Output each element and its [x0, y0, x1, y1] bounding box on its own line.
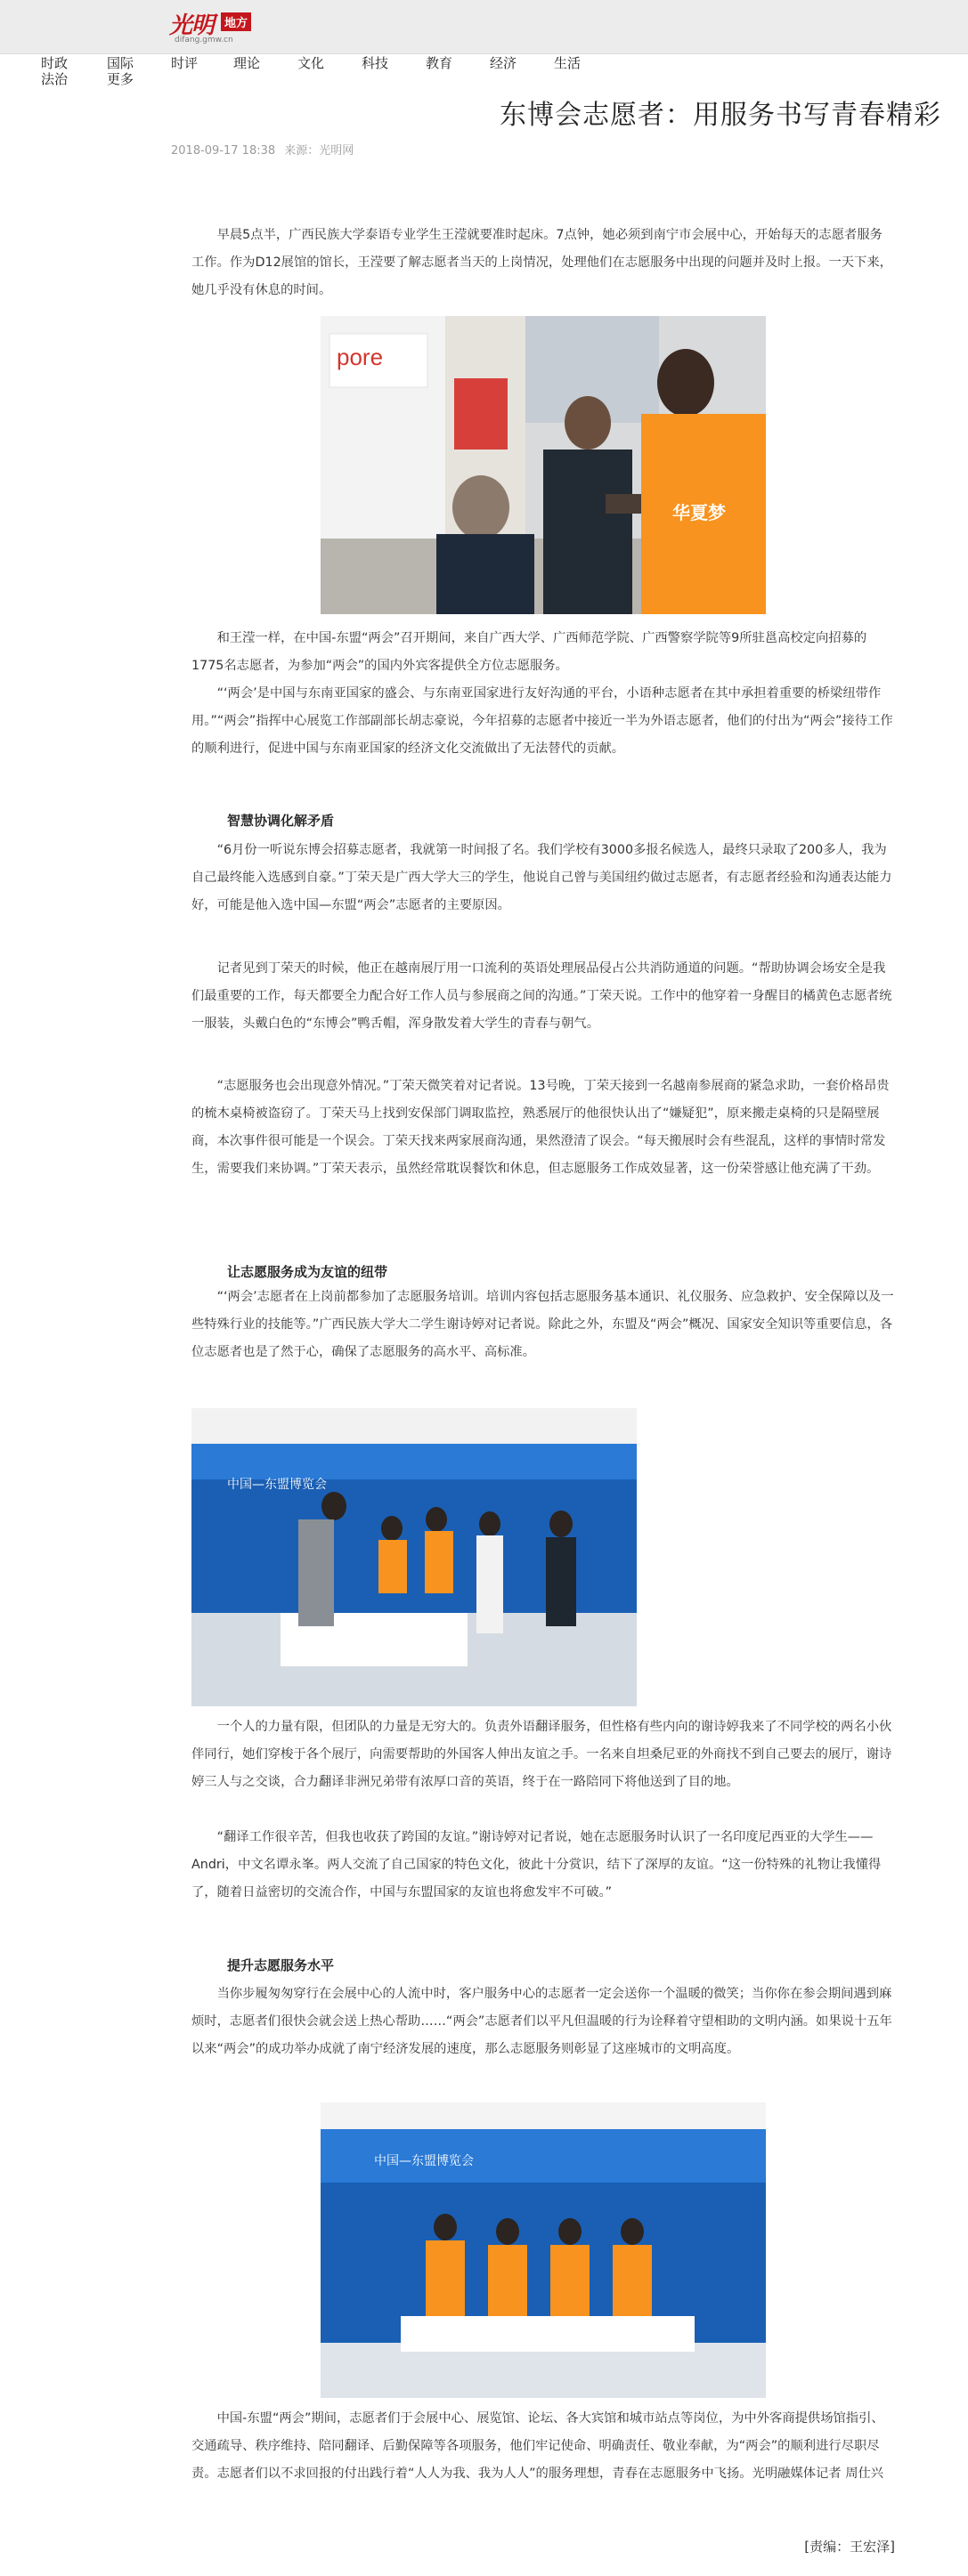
photo-volunteer-helping [321, 316, 766, 614]
nav-item-culture[interactable]: 文化 [297, 55, 325, 71]
logo-brand-text: 光明 [169, 12, 215, 39]
editor-credit: [责编：王宏泽] [804, 2539, 895, 2555]
article-title: 东博会志愿者：用服务书写青春精彩 [500, 100, 941, 131]
photo-volunteer-group [321, 2102, 766, 2398]
nav-item-law[interactable]: 法治 [41, 71, 69, 87]
photo3-banner-text: 中国—东盟博览会 [374, 2154, 474, 2168]
paragraph: “志愿服务也会出现意外情况。”丁荣天微笑着对记者说。13号晚，丁荣天接到一名越南参展商的紧急求助，一套价格昂贵的梳木桌椅被盗窃了。丁荣天马上找到安保部门调取监控，熟悉展厅的他很快认出了“嫌疑犯”，原来搬走桌椅的只是隔壁展商，本次事件很可能是一个误会。丁荣天找来两家展商沟通，果然澄清了误会。“每天搬展时会有些混乱，这样的事情时常发生，需要我们来协调。”丁荣天表示，虽然经常耽误餐饮和休息，但志愿服务工作成效显著，这一份荣誉感让他充满了干劲。 [191, 1079, 890, 1176]
section-heading: 智慧协调化解矛盾 [227, 813, 335, 829]
top-bar [0, 0, 968, 54]
paragraph: 中国-东盟“两会”期间，志愿者们于会展中心、展览馆、论坛、各大宾馆和城市站点等岗位，为中外客商提供场馆指引、交通疏导、秩序维持、陪同翻译、后勤保障等各项服务，他们牢记使命、明确责任、敬业奉献，为“两会”的顺利进行尽职尽责。志愿者们以不求回报的付出践行着“人人为我、我为人人”的服务理想，青春在志愿服务中飞扬。光明融媒体记者 周仕兴 [191, 2411, 884, 2481]
photo-volunteer-group-image [321, 2102, 766, 2398]
photo1-badge-text: 华夏梦 [672, 502, 726, 523]
paragraph: 一个人的力量有限，但团队的力量是无穷大的。负责外语翻译服务，但性格有些内向的谢诗婷我来了不同学校的两名小伙伴同行，她们穿梭于各个展厅，向需要帮助的外国客人伸出友谊之手。一名来自坦桑尼亚的外商找不到自己要去的展厅，谢诗婷三人与之交谈，合力翻译非洲兄弟带有浓厚口音的英语，终于在一路陪同下将他送到了目的地。 [191, 1720, 892, 1789]
paragraph: 和王滢一样，在中国-东盟“两会”召开期间，来自广西大学、广西师范学院、广西警察学院等9所驻邕高校定向招募的1775名志愿者，为参加“两会”的国内外宾客提供全方位志愿服务。 [191, 631, 867, 673]
paragraph: “‘两会’是中国与东南亚国家的盛会、与东南亚国家进行友好沟通的平台，小语种志愿者在其中承担着重要的桥梁纽带作用。”“两会”指挥中心展览工作部副部长胡志豪说，今年招募的志愿者中接近一半为外语志愿者，他们的付出为“两会”接待工作的顺利进行，促进中国与东南亚国家的经济文化交流做出了无法替代的贡献。 [191, 686, 893, 756]
paragraph: 记者见到丁荣天的时候，他正在越南展厅用一口流利的英语处理展品侵占公共消防通道的问题。“帮助协调会场安全是我们最重要的工作，每天都要全力配合好工作人员与参展商之间的沟通。”丁荣天说。工作中的他穿着一身醒目的橘黄色志愿者统一服装，头戴白色的“东博会”鸭舌帽，浑身散发着大学生的青春与朝气。 [191, 961, 892, 1031]
article-meta [171, 141, 359, 158]
nav-item-international[interactable]: 国际 [107, 55, 134, 71]
paragraph: “6月份一听说东博会招募志愿者，我就第一时间报了名。我们学校有3000多报名候选人，最终只录取了200多人，我为自己最终能入选感到自豪。”丁荣天是广西大学大三的学生，他说自己曾与美国纽约做过志愿者，有志愿者经验和沟通表达能力好，可能是他入选中国—东盟“两会”志愿者的主要原因。 [191, 843, 892, 912]
svg-text:pore: pore [337, 344, 384, 370]
logo-domain: difang.gmw.cn [175, 36, 233, 45]
paragraph: “翻译工作很辛苦，但我也收获了跨国的友谊。”谢诗婷对记者说，她在志愿服务时认识了一名印度尼西亚的大学生——Andri，中文名谭永峯。两人交流了自己国家的特色文化，彼此十分赏识，结下了深厚的友谊。“这一份特殊的礼物让我懂得了，随着日益密切的交流合作，中国与东盟国家的友谊也将愈发牢不可破。” [191, 1830, 882, 1900]
photo-expo-booth-team-image [191, 1408, 637, 1706]
nav-item-more[interactable]: 更多 [107, 71, 134, 87]
paragraph: 早晨5点半，广西民族大学泰语专业学生王滢就要准时起床。7点钟，她必须到南宁市会展中心，开始每天的志愿者服务工作。作为D12展馆的馆长，王滢要了解志愿者当天的上岗情况，处理他们在志愿服务中出现的问题并及时上报。一天下来，她几乎没有休息的时间。 [191, 228, 892, 297]
nav-item-commentary[interactable]: 时评 [171, 55, 199, 71]
article-date: 2018-09-17 18:38 [171, 144, 276, 158]
photo2-banner-text: 中国—东盟博览会 [227, 1478, 327, 1492]
article-source[interactable]: 来源：光明网 [284, 144, 354, 158]
nav-item-politics[interactable]: 时政 [41, 55, 69, 71]
logo-badge: 地方 [221, 12, 251, 31]
section-heading: 让志愿服务成为友谊的纽带 [227, 1264, 388, 1280]
nav-item-economy[interactable]: 经济 [490, 55, 517, 71]
nav-item-theory[interactable]: 理论 [233, 55, 261, 71]
site-logo[interactable] [169, 7, 267, 45]
paragraph: “‘两会’志愿者在上岗前都参加了志愿服务培训。培训内容包括志愿服务基本通识、礼仪服务、应急救护、安全保障以及一些特殊行业的技能等。”广西民族大学大二学生谢诗婷对记者说。除此之外，东盟及“两会”概况、国家安全知识等重要信息，各位志愿者也是了然于心，确保了志愿服务的高水平、高标准。 [191, 1290, 894, 1359]
photo-expo-booth-team [191, 1408, 637, 1706]
section-heading: 提升志愿服务水平 [227, 1957, 335, 1973]
paragraph: 当你步履匆匆穿行在会展中心的人流中时，客户服务中心的志愿者一定会送你一个温暖的微笑；当你你在参会期间遇到麻烦时，志愿者们很快会就会送上热心帮助……“两会”志愿者们以平凡但温暖的行为诠释着守望相助的文明内涵。如果说十五年以来“两会”的成功举办成就了南宁经济发展的速度，那么志愿服务则彰显了这座城市的文明高度。 [191, 1987, 892, 2056]
main-nav [0, 53, 968, 85]
nav-item-education[interactable]: 教育 [426, 55, 453, 71]
nav-item-life[interactable]: 生活 [554, 55, 582, 71]
nav-item-tech[interactable]: 科技 [362, 55, 389, 71]
photo-volunteer-helping-image [321, 316, 766, 614]
